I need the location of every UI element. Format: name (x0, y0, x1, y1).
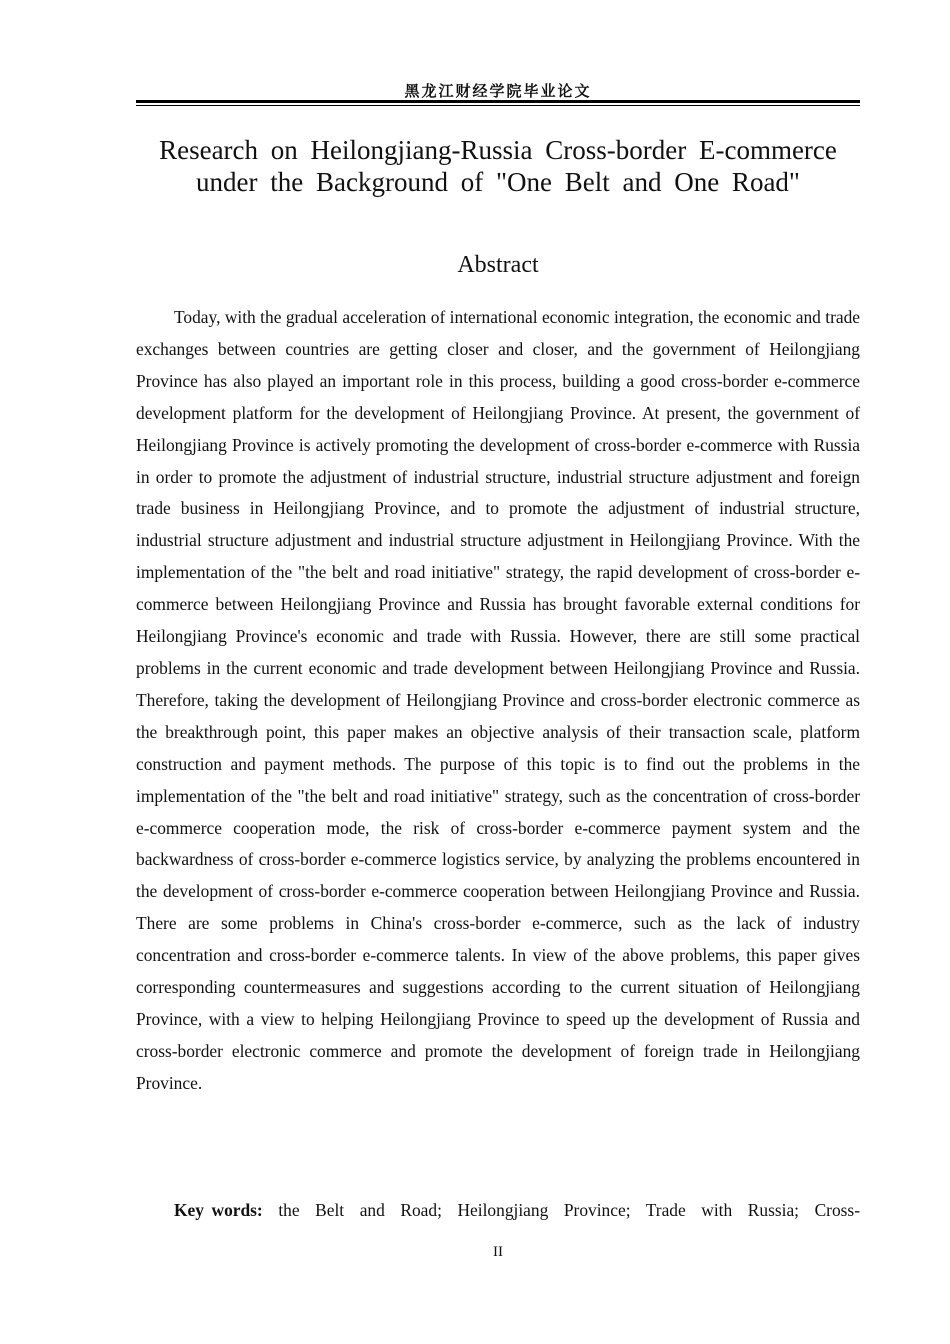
keywords-text: the Belt and Road; Heilongjiang Province; Trade with Russia; Cross- (278, 1200, 860, 1220)
abstract-heading: Abstract (457, 252, 539, 278)
header-rule-thick (136, 100, 860, 103)
header-rule-thin (136, 105, 860, 106)
running-header: 黑龙江财经学院毕业论文 (404, 82, 592, 100)
keywords-line (136, 1195, 860, 1227)
paper-title: Research on Heilongjiang-Russia Cross-border E-commerce under the Background of "One Belt and One Road" (159, 135, 837, 197)
keywords-label: Key words: (174, 1200, 263, 1220)
page-number: II (493, 1244, 503, 1260)
abstract-body: Today, with the gradual acceleration of international economic integration, the economic and trade exchanges between countries are getting closer and closer, and the government of Heilongjiang Province has also played an important role in this process, building a good cross-border e-commerce development platform for the development of Heilongjiang Province. At present, the government of Heilongjiang Province is actively promoting the development of cross-border e-commerce with Russia in order to promote the adjustment of industrial structure, industrial structure adjustment and foreign trade business in Heilongjiang Province, and to promote the adjustment of industrial structure, industrial structure adjustment and industrial structure adjustment in Heilongjiang Province. With the implementation of the "the belt and road initiative" strategy, the rapid development of cross-border e-commerce between Heilongjiang Province and Russia has brought favorable external conditions for Heilongjiang Province's economic and trade with Russia. However, there are still some practical problems in the current economic and trade development between Heilongjiang Province and Russia. Therefore, taking the development of Heilongjiang Province and cross-border electronic commerce as the breakthrough point, this paper makes an objective analysis of their transaction scale, platform construction and payment methods. The purpose of this topic is to find out the problems in the implementation of the "the belt and road initiative" strategy, such as the concentration of cross-border e-commerce cooperation mode, the risk of cross-border e-commerce payment system and the backwardness of cross-border e-commerce logistics service, by analyzing the problems encountered in the development of cross-border e-commerce cooperation between Heilongjiang Province and Russia. There are some problems in China's cross-border e-commerce, such as the lack of industry concentration and cross-border e-commerce talents. In view of the above problems, this paper gives corresponding countermeasures and suggestions according to the current situation of Heilongjiang Province, with a view to helping Heilongjiang Province to speed up the development of Russia and cross-border electronic commerce and promote the development of foreign trade in Heilongjiang Province. (136, 307, 860, 1093)
